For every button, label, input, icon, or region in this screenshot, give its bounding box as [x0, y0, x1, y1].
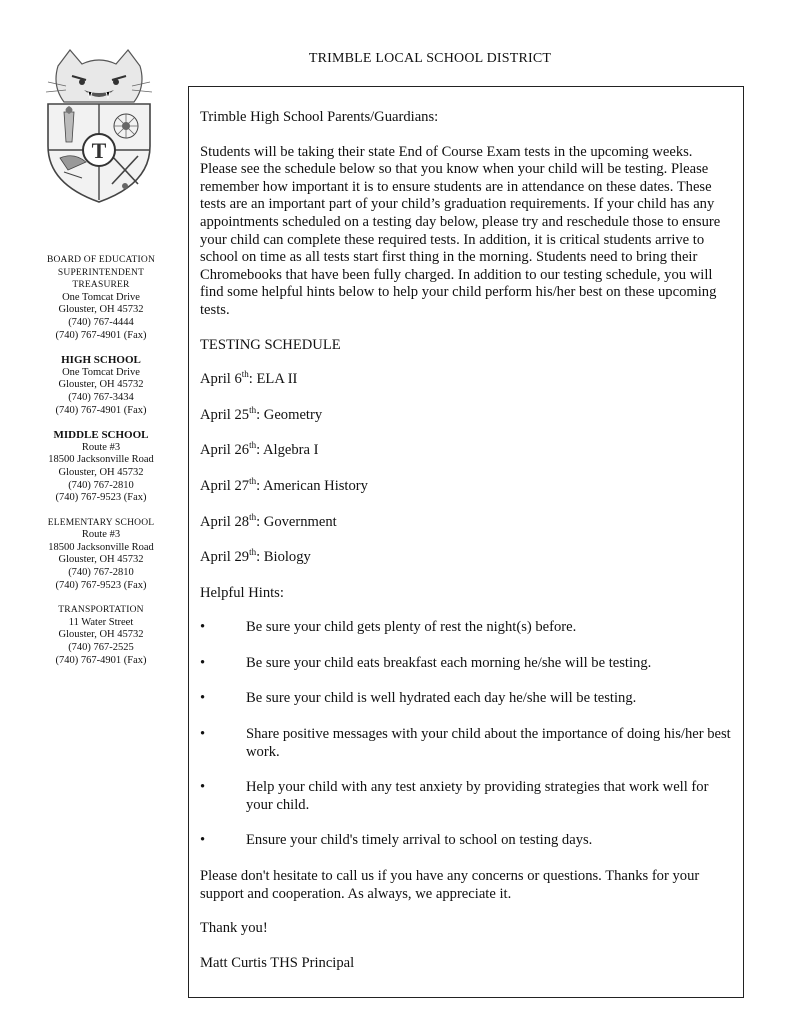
transportation-line: 11 Water Street	[68, 616, 134, 628]
hint-text: Help your child with any test anxiety by providing strategies that work well for your child.	[246, 779, 709, 813]
schedule-month: April	[200, 549, 231, 566]
schedule-subject: : American History	[256, 477, 368, 494]
schedule-month: April	[200, 371, 231, 388]
high-school-contact	[36, 354, 166, 417]
schedule-item	[200, 478, 733, 496]
district-title: TRIMBLE LOCAL SCHOOL DISTRICT	[308, 51, 552, 66]
high-school-title: HIGH SCHOOL	[61, 354, 141, 367]
middle-school-title: MIDDLE SCHOOL	[53, 429, 149, 442]
schedule-day-suffix: th	[249, 547, 257, 558]
elementary-school-line: Route #3	[81, 529, 121, 541]
schedule-item	[200, 511, 733, 532]
elementary-school-line: Glouster, OH 45732	[58, 554, 144, 566]
elementary-school-line: 18500 Jacksonville Road	[48, 541, 154, 553]
closing-paragraph: Please don't hesitate to call us if you have any concerns or questions. Thanks for your support and cooperation. As always, we appreciate it.	[200, 868, 700, 902]
schedule-day: 26	[234, 442, 250, 459]
hint-item	[200, 690, 733, 708]
schedule-day: 28	[234, 513, 250, 530]
helpful-hints-heading: Helpful Hints:	[200, 584, 284, 601]
thank-you-line: Thank you!	[200, 920, 268, 937]
letter-body-box	[188, 86, 744, 998]
board-line: SUPERINTENDENT	[57, 267, 145, 278]
hint-text: Be sure your child is well hydrated each day he/she will be testing.	[246, 690, 637, 707]
schedule-day: 27	[234, 477, 250, 494]
schedule-day: 29	[234, 549, 250, 566]
board-line: (740) 767-4444	[68, 316, 134, 328]
elementary-school-line: (740) 767-9523 (Fax)	[55, 579, 147, 591]
bullet: •	[200, 654, 206, 671]
elementary-school-line: (740) 767-2810	[68, 567, 134, 579]
svg-text:T: T	[91, 138, 107, 163]
high-school-line: (740) 767-3434	[68, 391, 134, 403]
high-school-line: (740) 767-4901 (Fax)	[55, 404, 147, 416]
testing-schedule-heading: TESTING SCHEDULE	[200, 336, 341, 353]
schedule-day-suffix: th	[249, 511, 257, 522]
schedule-day: 25	[234, 406, 250, 423]
elementary-school-title: ELEMENTARY SCHOOL	[47, 517, 155, 528]
middle-school-line: (740) 767-9523 (Fax)	[55, 492, 147, 504]
hint-item	[200, 619, 733, 637]
schedule-subject: : ELA II	[248, 371, 298, 388]
schedule-item	[200, 371, 733, 389]
bullet: •	[200, 619, 206, 636]
schedule-month: April	[200, 442, 231, 459]
transportation-line: (740) 767-2525	[68, 642, 134, 654]
schedule-day-suffix: th	[249, 476, 257, 487]
board-of-education-contact	[36, 254, 166, 342]
middle-school-line: (740) 767-2810	[68, 479, 134, 491]
schedule-month: April	[200, 406, 231, 423]
middle-school-line: Route #3	[81, 441, 121, 453]
hint-item	[200, 655, 733, 673]
schedule-month: April	[200, 513, 231, 530]
hint-item	[200, 726, 733, 761]
transportation-line: (740) 767-4901 (Fax)	[55, 654, 147, 666]
district-contact-sidebar	[36, 254, 166, 679]
schedule-subject: : Algebra I	[256, 442, 319, 459]
board-line: One Tomcat Drive	[62, 291, 140, 303]
schedule-subject: : Government	[256, 513, 337, 530]
hint-text: Ensure your child's timely arrival to school on testing days.	[246, 832, 593, 849]
schedule-subject: : Biology	[256, 549, 311, 566]
schedule-day-suffix: th	[249, 440, 257, 451]
bullet: •	[200, 690, 206, 707]
transportation-line: Glouster, OH 45732	[58, 629, 144, 641]
hint-text: Be sure your child gets plenty of rest the night(s) before.	[246, 619, 577, 636]
hint-item	[200, 779, 733, 814]
signature: Matt Curtis THS Principal	[200, 954, 355, 971]
transportation-title: TRANSPORTATION	[58, 605, 144, 616]
bullet: •	[200, 726, 206, 743]
tomcat-crest-logo	[38, 46, 160, 204]
hint-item	[200, 832, 733, 850]
board-line: Glouster, OH 45732	[58, 304, 144, 316]
schedule-item	[200, 404, 733, 425]
schedule-item	[200, 442, 733, 460]
board-line: TREASURER	[72, 280, 130, 291]
letter-greeting: Trimble High School Parents/Guardians:	[200, 109, 439, 125]
schedule-month: April	[200, 477, 231, 494]
letter-intro-paragraph: Students will be taking their state End of Course Exam tests in the upcoming weeks. Please see the schedule below so that you know when your child will be testing. Please remember how important it is to ensure students are in attendance on these dates. These tests are an important part of your child’s graduation requirements. If your child has any appointments scheduled on a testing day below, please try and reschedule those to ensure your child can complete these required tests. In addition, it is critical students arrive to school on time as all tests start first thing in the morning. Students need to bring their Chromebooks that have been fully charged. In addition to our testing schedule, you will find some helpful hints below to help your child perform his/her best on these upcoming tests.	[200, 143, 721, 318]
middle-school-line: Glouster, OH 45732	[58, 466, 144, 478]
bullet: •	[200, 779, 206, 796]
high-school-line: One Tomcat Drive	[62, 366, 140, 378]
high-school-line: Glouster, OH 45732	[58, 379, 144, 391]
board-line: (740) 767-4901 (Fax)	[55, 329, 147, 341]
board-line: BOARD OF EDUCATION	[46, 255, 156, 265]
schedule-subject: : Geometry	[256, 406, 323, 423]
elementary-school-contact	[36, 517, 166, 593]
bullet: •	[200, 832, 206, 849]
transportation-contact	[36, 604, 166, 667]
middle-school-line: 18500 Jacksonville Road	[48, 454, 154, 466]
hint-text: Share positive messages with your child about the importance of doing his/her best work.	[246, 726, 731, 760]
schedule-day-suffix: th	[241, 369, 249, 380]
schedule-item	[200, 549, 733, 567]
hint-text: Be sure your child eats breakfast each morning he/she will be testing.	[246, 654, 652, 671]
schedule-day-suffix: th	[249, 404, 257, 415]
schedule-day: 6	[234, 371, 242, 388]
middle-school-contact	[36, 429, 166, 505]
